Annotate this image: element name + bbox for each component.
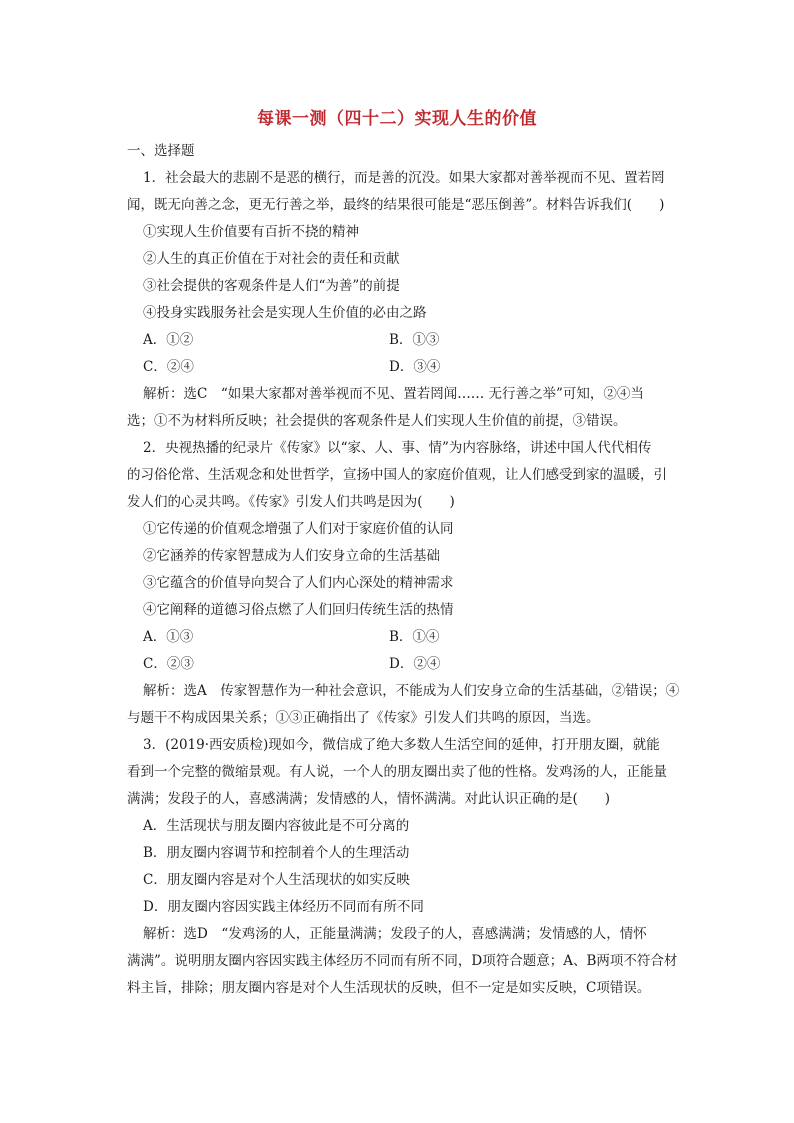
- question-stem-line: 1．社会最大的悲剧不是恶的横行，而是善的沉没。如果大家都对善举视而不见、置若罔: [143, 170, 665, 186]
- answer-option-c: C．朋友圈内容是对个人生活现状的如实反映: [143, 872, 410, 888]
- answer-option-d: D．朋友圈内容因实践主体经历不同而有所不同: [143, 899, 424, 915]
- answer-option-a: A．①③: [143, 629, 194, 645]
- statement-item: ④投身实践服务社会是实现人生价值的必由之路: [143, 305, 427, 321]
- question-3: [127, 732, 678, 1002]
- answer-option-b: B．朋友圈内容调节和控制着个人的生理活动: [143, 845, 410, 861]
- answer-option-c: C．②④: [143, 359, 194, 375]
- answer-option-b: B．①③: [389, 332, 440, 348]
- question-stem-line: 发人们的心灵共鸣。《传家》引发人们共鸣是因为( ): [127, 494, 455, 510]
- answer-option-c: C．②③: [143, 656, 194, 672]
- statement-item: ④它阐释的道德习俗点燃了人们回归传统生活的热情: [143, 602, 454, 618]
- answer-options-row: [127, 327, 667, 354]
- question-1: [127, 165, 667, 435]
- question-2: [127, 435, 680, 732]
- analysis-line: 解析：选D “发鸡汤的人，正能量满满；发段子的人，喜感满满；发情感的人，情怀: [143, 926, 647, 942]
- analysis-line: 解析：选A 传家智慧作为一种社会意识，不能成为人们安身立命的生活基础，②错误；④: [143, 683, 680, 699]
- analysis-line: 解析：选C “如果大家都对善举视而不见、置若罔闻…… 无行善之举”可知，②④当: [143, 386, 644, 402]
- answer-option-d: D．②④: [389, 656, 441, 672]
- analysis-line: 满满”。说明朋友圈内容因实践主体经历不同而有所不同，D项符合题意；A、B两项不符合材: [127, 953, 678, 969]
- question-stem-line: 看到一个完整的微缩景观。有人说，一个人的朋友圈出卖了他的性格。发鸡汤的人，正能量: [127, 764, 667, 780]
- answer-options-row: [127, 651, 667, 678]
- statement-item: ③社会提供的客观条件是人们“为善”的前提: [143, 278, 400, 294]
- question-stem-line: 3．(2019·西安质检)现如今，微信成了绝大多数人生活空间的延伸，打开朋友圈，就能: [143, 737, 660, 753]
- answer-option-a: A．生活现状与朋友圈内容彼此是不可分离的: [143, 818, 410, 834]
- analysis-line: 与题干不构成因果关系；①③正确指出了《传家》引发人们共鸣的原因，当选。: [127, 710, 600, 726]
- statement-item: ①实现人生价值要有百折不挠的精神: [143, 224, 359, 240]
- answer-option-a: A．①②: [143, 332, 194, 348]
- question-stem-line: 2．央视热播的纪录片《传家》以“家、人、事、情”为内容脉络，讲述中国人代代相传: [143, 440, 652, 456]
- statement-item: ③它蕴含的价值导向契合了人们内心深处的精神需求: [143, 575, 454, 591]
- analysis-line: 料主旨，排除；朋友圈内容是对个人生活现状的反映，但不一定是如实反映，C项错误。: [127, 980, 651, 996]
- answer-option-b: B．①④: [389, 629, 440, 645]
- answer-options-row: [127, 354, 667, 381]
- page-title: 每课一测（四十二）实现人生的价值: [257, 109, 537, 129]
- statement-item: ②人生的真正价值在于对社会的责任和贡献: [143, 251, 400, 267]
- statement-item: ②它涵养的传家智慧成为人们安身立命的生活基础: [143, 548, 440, 564]
- document-body: [127, 138, 680, 1002]
- statement-item: ①它传递的价值观念增强了人们对于家庭价值的认同: [143, 521, 454, 537]
- analysis-line: 选；①不为材料所反映；社会提供的客观条件是人们实现人生价值的前提，③错误。: [127, 413, 627, 429]
- answer-options-row: [127, 624, 667, 651]
- question-stem-line: 的习俗伦常、生活观念和处世哲学，宣扬中国人的家庭价值观，让人们感受到家的温暖，引: [127, 467, 667, 483]
- section-heading: 一、选择题: [127, 143, 195, 159]
- question-stem-line: 闻，既无向善之念，更无行善之举，最终的结果很可能是“恶压倒善”。材料告诉我们( ): [127, 197, 665, 213]
- question-stem-line: 满满；发段子的人，喜感满满；发情感的人，情怀满满。对此认识正确的是( ): [127, 791, 611, 807]
- answer-option-d: D．③④: [389, 359, 441, 375]
